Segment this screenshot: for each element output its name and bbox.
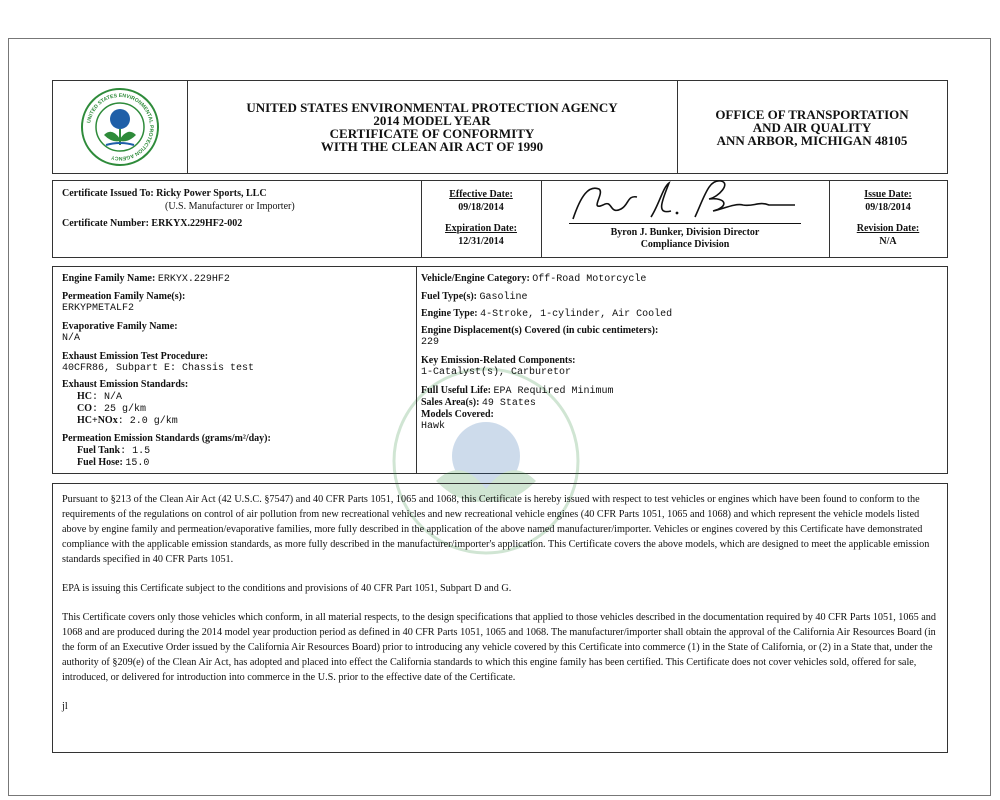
fuel-hose-row (77, 457, 149, 469)
issued-to-sub: (U.S. Manufacturer or Importer) (165, 201, 295, 212)
engine-type-label: Engine Type: (421, 308, 478, 319)
sales-area-label: Sales Area(s): (421, 397, 480, 408)
permeation-family-label: Permeation Family Name(s): (62, 291, 186, 302)
issue-date-label: Issue Date: (864, 189, 912, 200)
evap-family-label: Evaporative Family Name: (62, 321, 178, 332)
sales-area-row (421, 397, 536, 409)
agency-title-line-4: WITH THE CLEAN AIR ACT OF 1990 (320, 139, 544, 154)
issued-to-line (62, 188, 267, 199)
models-label: Models Covered: (421, 409, 494, 420)
issue-date-value: 09/18/2014 (865, 202, 911, 213)
dates-cell (421, 181, 542, 257)
test-procedure-label: Exhaust Emission Test Procedure: (62, 351, 209, 362)
effective-date-value: 09/18/2014 (458, 202, 504, 213)
fuel-tank-label: Fuel Tank (77, 445, 121, 456)
models-value: Hawk (421, 421, 446, 432)
fuel-type-label: Fuel Type(s): (421, 291, 478, 302)
co-row (77, 403, 146, 415)
certificate-info (52, 180, 948, 258)
certificate-body (52, 483, 948, 753)
signer-name: Byron J. Bunker, Division Director (610, 227, 760, 238)
hcnox-label: HC+NOx (77, 415, 118, 426)
components-value: 1-Catalyst(s), Carburetor (421, 367, 572, 378)
agency-title-line-2: 2014 MODEL YEAR (373, 113, 491, 128)
hc-label: HC (77, 391, 92, 402)
evap-family-value: N/A (62, 333, 81, 344)
paragraph-authority: Pursuant to §213 of the Clean Air Act (42 U.S.C. §7547) and 40 CFR Parts 1051, 1065 and 1068, this Certificate is hereby issued with respect to test vehicles or engines which have been found to conform to the requirements of the regulations on control of air pollution from new recreational vehicles and new recreational vehicle engines (40 CFR Parts 1051, 1065 and 1068) and which represent the vehicle models listed above by engine family and permeation/evaporative families, more fully described in the application of the above named manufacturer/importer. Vehicles or engines covered by this Certificate have demonstrated compliance with the applicable emission standards, as more fully described in the manufacturer/importer's application. This Certificate covers the above models, which are designed to meet the applicable emission standards specified in 40 CFR Parts 1051. (62, 494, 930, 565)
fuel-hose-value: 15.0 (125, 458, 150, 469)
fuel-hose-label: Fuel Hose: (77, 457, 123, 468)
issued-to-value: Ricky Power Sports, LLC (156, 188, 267, 199)
category-value: Off-Road Motorcycle (532, 274, 647, 285)
engine-type-row (421, 308, 672, 320)
category-row (421, 273, 646, 285)
certificate-header (52, 80, 948, 174)
effective-date-label: Effective Date: (449, 189, 513, 200)
category-label: Vehicle/Engine Category: (421, 273, 530, 284)
test-procedure-value: 40CFR86, Subpart E: Chassis test (62, 363, 255, 374)
director-signature (559, 175, 819, 225)
certificate-number-line (62, 218, 242, 229)
paragraph-coverage: This Certificate covers only those vehicles which conform, in all material respects, to the design specifications that applied to those vehicles described in the documentation required by 40 CFR Parts 1051, 1065 and 1068 and are produced during the 2014 model year production period as defined in 40 CFR Parts 1051, 1065 and 1068. The manufacturer/importer shall obtain the approval of the California Air Resources Board (in the form of an Executive Order issued by the California Air Resources Board) prior to introducing any vehicle covered by this Certificate into commerce (1) in the State of California, or (2) in a State that, under the authority of §209(e) of the Clean Air Act, has adopted and placed into effect the California standards to which this engine family has been certified. This Certificate does not cover vehicles sold, offered for sale, introduced, or delivered for introduction into commerce in the U.S. prior to the effective date of the Certificate. (62, 612, 936, 683)
permeation-family-value: ERKYPMETALF2 (62, 303, 135, 314)
paragraph-conditions: EPA is issuing this Certificate subject to the conditions and provisions of 40 CFR Part 1051, Subpart D and G. (62, 583, 512, 594)
signature-line (569, 223, 801, 224)
components-label: Key Emission-Related Components: (421, 355, 576, 366)
epa-seal-cell (53, 81, 188, 173)
fuel-tank-row (77, 445, 150, 457)
engine-family-value: ERKYX.229HF2 (157, 274, 230, 285)
expiration-date-label: Expiration Date: (445, 223, 517, 234)
issued-to-label: Certificate Issued To: (62, 188, 154, 199)
engine-family-label: Engine Family Name: (62, 273, 156, 284)
useful-life-row (421, 385, 614, 397)
seal-ring-text: UNITED STATES ENVIRONMENTAL PROTECTION AGENCY (86, 92, 155, 162)
revision-date-label: Revision Date: (856, 223, 920, 234)
sales-area-value: 49 States (481, 398, 536, 409)
issued-to-cell (53, 181, 422, 257)
fuel-tank-value: : 1.5 (120, 446, 151, 457)
hcnox-row (77, 415, 178, 427)
office-line-1: OFFICE OF TRANSPORTATION (715, 106, 909, 122)
fuel-type-value: Gasoline (479, 292, 528, 303)
exhaust-standards-label: Exhaust Emission Standards: (62, 379, 189, 390)
engine-details (52, 266, 948, 474)
permeation-standards-label: Permeation Emission Standards (grams/m²/day): (62, 433, 271, 444)
signature-cell (541, 181, 830, 257)
displacement-value: 229 (421, 337, 440, 348)
epa-seal-logo (80, 87, 160, 167)
office-line-3: ANN ARBOR, MICHIGAN 48105 (716, 132, 908, 148)
useful-life-label: Full Useful Life: (421, 385, 491, 396)
hc-row (77, 391, 122, 403)
hcnox-value: : 2.0 g/km (117, 416, 178, 427)
agency-title-line-1: UNITED STATES ENVIRONMENTAL PROTECTION AGENCY (246, 100, 618, 115)
initials: jl (62, 701, 68, 712)
certificate-number-label: Certificate Number: (62, 218, 149, 229)
office-cell (677, 81, 947, 173)
fuel-type-row (421, 291, 528, 303)
expiration-date-value: 12/31/2014 (458, 236, 504, 247)
certificate-number-value: ERKYX.229HF2-002 (151, 218, 243, 229)
useful-life-value: EPA Required Minimum (493, 386, 614, 397)
engine-left-column (53, 267, 417, 473)
revision-date-value: N/A (879, 236, 897, 247)
co-value: : 25 g/km (92, 404, 147, 415)
displacement-label: Engine Displacement(s) Covered (in cubic centimeters): (421, 325, 659, 336)
agency-title-line-3: CERTIFICATE OF CONFORMITY (329, 126, 535, 141)
engine-type-value: 4-Stroke, 1-cylinder, Air Cooled (480, 309, 673, 320)
engine-family-row (62, 273, 230, 285)
office-line-2: AND AIR QUALITY (752, 119, 872, 135)
hc-value: : N/A (92, 392, 123, 403)
engine-right-column (416, 267, 947, 473)
signer-division: Compliance Division (640, 239, 730, 250)
issue-dates-cell (829, 181, 947, 257)
agency-title-cell (187, 81, 678, 173)
co-label: CO (77, 403, 92, 414)
